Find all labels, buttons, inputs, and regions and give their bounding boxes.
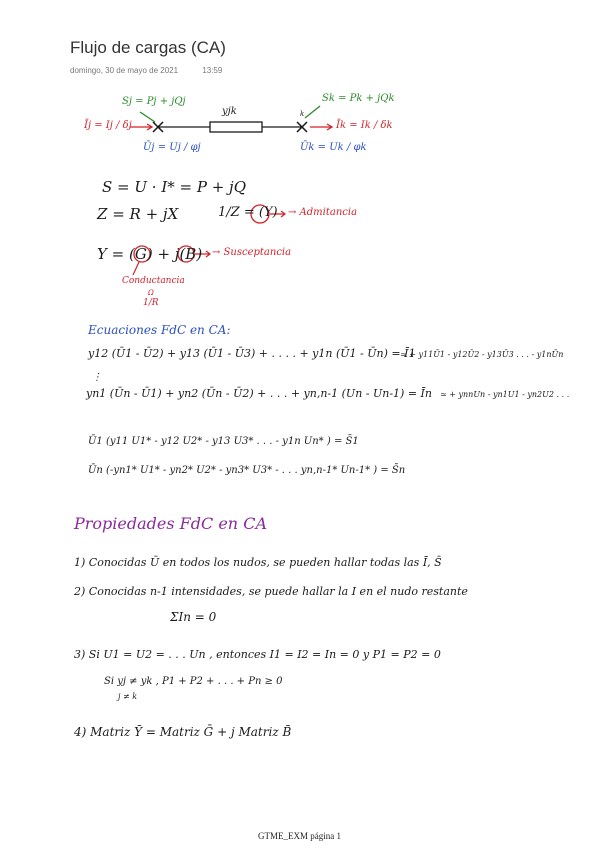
arrow-sk [305,106,320,118]
label-ij: Īj = Ij / δj [84,120,132,131]
equation-2: yn1 (Ūn - Ū1) + yn2 (Ūn - Ū2) + . . . + yn,n-1 (Un - Un-1) = Īn [86,387,432,400]
equation-4: Ūn (-yn1* U1* - yn2* U2* - yn3* U3* - . . . yn,n-1* Un-1* ) = S̄n [88,465,406,476]
label-sk: Sk = Pk + jQk [322,93,395,104]
label-ik: Īk = Ik / δk [336,120,393,131]
label-uk: Ūk = Uk / φk [300,142,367,153]
equation-2-approx: ≃ + ynnUn - yn1U1 - yn2U2 . . . [440,390,570,399]
label-uj: Ūj = Uj / φj [143,142,201,153]
equation-1-approx: ≃ + y11Ū1 - y12Ū2 - y13Ū3 . . . - y1nŪn [400,350,564,359]
page-date: domingo, 30 de mayo de 2021 [70,66,179,75]
equation-dots: ⋮ [92,372,102,383]
page-footer: GTME_EXM página 1 [258,831,341,841]
property-4: 4) Matriz Ȳ = Matriz Ḡ + j Matriz B̄ [74,725,292,739]
label-node-k: k [300,110,305,118]
formula-s: S = U · I* = P + jQ [102,178,247,196]
label-conductancia-r: 1/R [143,298,159,308]
formula-z-inverse: 1/Z = (Y) [218,205,278,220]
property-2: 2) Conocidas n-1 intensidades, se puede hallar la I en el nudo restante [74,585,468,598]
page-time: 13:59 [202,66,223,75]
formula-z: Z = R + jX [97,205,179,223]
property-1: 1) Conocidas Ū en todos los nudos, se pueden hallar todas las Ī, S̄ [74,556,442,569]
page-title: Flujo de cargas (CA) [70,38,226,57]
label-conductancia-unit: Ω [148,289,154,297]
property-3-sub: Si yj ≠ yk , P1 + P2 + . . . + Pn ≥ 0 [104,676,283,687]
conductancia-arrow [133,262,139,275]
label-yjk: yjk [222,106,237,117]
arrow-sj [140,112,155,122]
arrow-ij [130,124,152,130]
label-sj: Sj = Pj + jQj [122,96,186,107]
arrow-ik [310,124,332,130]
label-admitancia: → Admitancia [288,207,358,218]
equation-3: Ū1 (y11 U1* - y12 U2* - y13 U3* . . . - y1n Un* ) = S̄1 [88,436,359,447]
properties-heading: Propiedades FdC en CA [74,514,267,533]
label-conductancia: Conductancia [122,276,185,286]
label-susceptancia: → Susceptancia [212,247,292,258]
equations-heading: Ecuaciones FdC en CA: [88,323,231,337]
formula-y: Y = (G) + j(B) [97,245,203,263]
impedance-box [210,122,262,132]
equation-1: y12 (Ū1 - Ū2) + y13 (Ū1 - Ū3) + . . . . + y1n (Ū1 - Ūn) = Ī1 [88,347,416,360]
property-3: 3) Si U1 = U2 = . . . Un , entonces I1 = I2 = In = 0 y P1 = P2 = 0 [74,648,441,661]
property-3-sub2: j ≠ k [118,692,138,701]
property-2-sum: ΣIn = 0 [170,610,217,624]
